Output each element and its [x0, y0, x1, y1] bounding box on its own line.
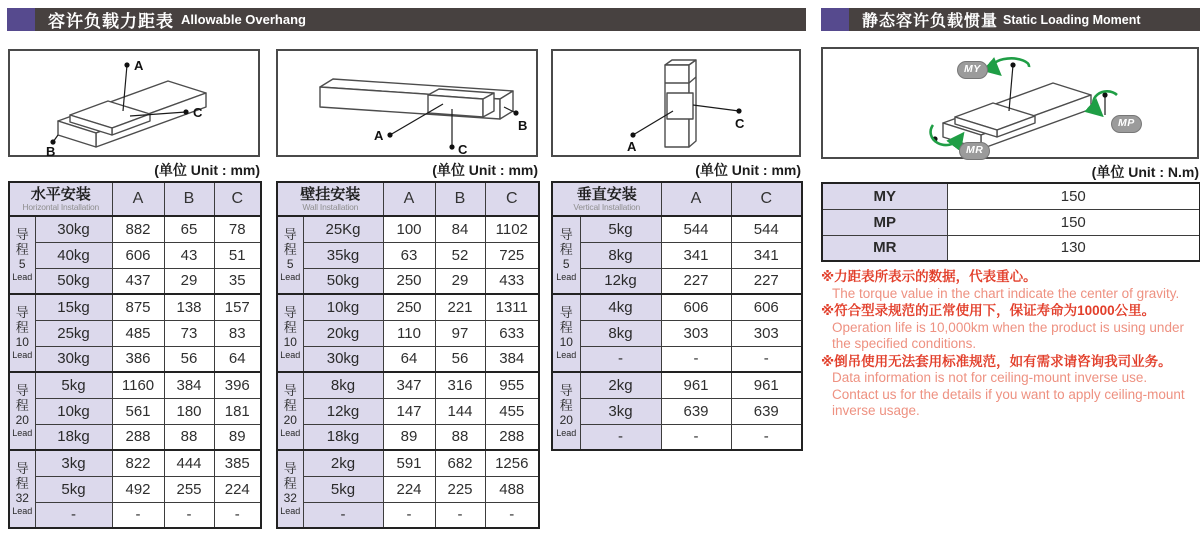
unit-label-mm: (单位 Unit : mm) [432, 162, 538, 178]
table-row [552, 372, 802, 398]
load-cell: 10kg [35, 398, 112, 424]
note-en: Data information is not for ceiling-mount inverse use. [832, 370, 1148, 386]
vertical-table-container [551, 181, 801, 451]
value-cell: 606 [731, 294, 802, 320]
table-row [9, 216, 261, 242]
note-item [821, 268, 1200, 302]
point-label-b: B [46, 144, 56, 159]
table-row [277, 346, 539, 372]
load-cell: 20kg [303, 320, 383, 346]
lead-group-label: 导 程 10 Lead [277, 294, 303, 372]
table-row [552, 320, 802, 346]
value-cell: 64 [214, 346, 261, 372]
value-cell: 63 [383, 242, 435, 268]
value-cell: - [164, 502, 214, 528]
load-cell: 18kg [303, 424, 383, 450]
point-label-c: C [193, 105, 203, 120]
load-cell: 30kg [35, 216, 112, 242]
lead-group-label: 导 程 32 Lead [9, 450, 35, 528]
section-title-en: Static Loading Moment [1003, 12, 1141, 27]
moment-badge-mr: MR [959, 142, 990, 160]
value-cell: 88 [435, 424, 485, 450]
table-row [277, 398, 539, 424]
value-cell: 224 [214, 476, 261, 502]
value-cell: 147 [383, 398, 435, 424]
lead-group-label: 导 程 20 Lead [552, 372, 580, 450]
value-cell: 1160 [112, 372, 164, 398]
value-cell: 130 [947, 235, 1200, 261]
header-row [9, 182, 261, 216]
value-cell: 157 [214, 294, 261, 320]
table-row [552, 242, 802, 268]
point-label-b: B [518, 118, 528, 133]
value-cell: 386 [112, 346, 164, 372]
value-cell: 150 [947, 209, 1200, 235]
load-cell: 2kg [580, 372, 661, 398]
value-cell: 544 [661, 216, 731, 242]
point-label-a: A [627, 139, 637, 154]
value-cell: 221 [435, 294, 485, 320]
load-cell: 3kg [580, 398, 661, 424]
value-cell: 492 [112, 476, 164, 502]
value-cell: 485 [112, 320, 164, 346]
value-cell: 384 [485, 346, 539, 372]
value-cell: 255 [164, 476, 214, 502]
table-row [277, 424, 539, 450]
load-cell: 4kg [580, 294, 661, 320]
value-cell: 822 [112, 450, 164, 476]
value-cell: 138 [164, 294, 214, 320]
load-cell: 3kg [35, 450, 112, 476]
value-cell: 444 [164, 450, 214, 476]
unit-label-mm: (单位 Unit : mm) [695, 162, 801, 178]
value-cell: 561 [112, 398, 164, 424]
table-row [277, 502, 539, 528]
value-cell: 639 [731, 398, 802, 424]
load-cell: 25kg [35, 320, 112, 346]
value-cell: 52 [435, 242, 485, 268]
value-cell: 43 [164, 242, 214, 268]
load-cell: 12kg [303, 398, 383, 424]
lead-group-label: 导 程 5 Lead [277, 216, 303, 294]
table-row [277, 242, 539, 268]
value-cell: 961 [661, 372, 731, 398]
value-cell: 488 [485, 476, 539, 502]
table-row [277, 372, 539, 398]
value-cell: 341 [661, 242, 731, 268]
lead-group-label: 导 程 20 Lead [9, 372, 35, 450]
rail-moment-drawing [823, 49, 1197, 157]
section-header-overhang [7, 8, 806, 31]
lead-group-label: 导 程 10 Lead [552, 294, 580, 372]
value-cell: 250 [383, 294, 435, 320]
table-title: 水平安装 Horizontal Installation [9, 182, 112, 216]
value-cell: 961 [731, 372, 802, 398]
table-row [822, 235, 1200, 261]
load-cell: - [303, 502, 383, 528]
lead-group-label: 导 程 5 Lead [9, 216, 35, 294]
table-row [9, 294, 261, 320]
value-cell: 65 [164, 216, 214, 242]
moment-label: MR [822, 235, 947, 261]
load-cell: 5kg [35, 476, 112, 502]
column-header: C [731, 182, 802, 216]
table-row [552, 216, 802, 242]
point-label-a: A [134, 58, 144, 73]
note-en: Operation life is 10,000km when the product is using under the specified conditions. [832, 319, 1184, 352]
load-cell: 5kg [35, 372, 112, 398]
load-cell: - [580, 424, 661, 450]
table-row [552, 346, 802, 372]
value-cell: 110 [383, 320, 435, 346]
value-cell: 225 [435, 476, 485, 502]
value-cell: - [661, 424, 731, 450]
column-header: A [383, 182, 435, 216]
wall-table [276, 181, 540, 529]
table-row [277, 216, 539, 242]
table-row [9, 424, 261, 450]
value-cell: 341 [731, 242, 802, 268]
value-cell: 303 [661, 320, 731, 346]
value-cell: 882 [112, 216, 164, 242]
note-zh: ※符合型录规范的正常使用下，保证寿命为10000公里。 [821, 303, 1156, 319]
value-cell: 56 [164, 346, 214, 372]
note-item [821, 302, 1200, 352]
value-cell: 180 [164, 398, 214, 424]
value-cell: 181 [214, 398, 261, 424]
load-cell: 30kg [303, 346, 383, 372]
load-cell: 8kg [303, 372, 383, 398]
value-cell: 100 [383, 216, 435, 242]
section-header-static-moment [821, 8, 1200, 31]
load-cell: 25Kg [303, 216, 383, 242]
vertical-table [551, 181, 803, 451]
value-cell: 97 [435, 320, 485, 346]
table-row [9, 320, 261, 346]
lead-group-label: 导 程 10 Lead [9, 294, 35, 372]
table-row [9, 398, 261, 424]
load-cell: 8kg [580, 320, 661, 346]
load-cell: - [580, 346, 661, 372]
load-cell: 12kg [580, 268, 661, 294]
horizontal-table [8, 181, 262, 529]
wall-installation-diagram [276, 49, 538, 157]
value-cell: 396 [214, 372, 261, 398]
table-title: 垂直安装 Vertical Installation [552, 182, 661, 216]
point-label-c: C [735, 116, 745, 131]
value-cell: 875 [112, 294, 164, 320]
table-row [9, 346, 261, 372]
value-cell: 682 [435, 450, 485, 476]
value-cell: 347 [383, 372, 435, 398]
value-cell: 150 [947, 183, 1200, 209]
horizontal-table-container [8, 181, 260, 529]
table-row [277, 450, 539, 476]
value-cell: 51 [214, 242, 261, 268]
horizontal-installation-diagram [8, 49, 260, 157]
header-row [552, 182, 802, 216]
table-row [277, 268, 539, 294]
rail-isometric-drawing [553, 51, 799, 155]
table-title: 壁挂安装 Wall Installation [277, 182, 383, 216]
value-cell: 1256 [485, 450, 539, 476]
table-row [9, 372, 261, 398]
value-cell: 56 [435, 346, 485, 372]
value-cell: 725 [485, 242, 539, 268]
value-cell: 224 [383, 476, 435, 502]
moment-badge-my: MY [957, 61, 988, 79]
value-cell: 591 [383, 450, 435, 476]
value-cell: 1102 [485, 216, 539, 242]
column-header: A [661, 182, 731, 216]
value-cell: 73 [164, 320, 214, 346]
value-cell: - [661, 346, 731, 372]
rail-isometric-drawing [278, 51, 536, 155]
note-zh: ※倒吊使用无法套用标准规范，如有需求请咨询我司业务。 [821, 353, 1172, 369]
header-accent-square [821, 8, 849, 31]
note-en: The torque value in the chart indicate the center of gravity. [832, 285, 1180, 301]
value-cell: 89 [383, 424, 435, 450]
load-cell: 8kg [580, 242, 661, 268]
table-row [9, 502, 261, 528]
static-moment-table-container [821, 182, 1199, 262]
value-cell: - [485, 502, 539, 528]
column-header: B [164, 182, 214, 216]
load-cell: 35kg [303, 242, 383, 268]
value-cell: 84 [435, 216, 485, 242]
note-item [821, 353, 1200, 420]
moment-label: MP [822, 209, 947, 235]
value-cell: 250 [383, 268, 435, 294]
lead-group-label: 导 程 32 Lead [277, 450, 303, 528]
load-cell: 50kg [303, 268, 383, 294]
notes-block [821, 268, 1200, 419]
value-cell: 433 [485, 268, 539, 294]
value-cell: 639 [661, 398, 731, 424]
section-title-zh: 容许负载力距表 [48, 12, 174, 31]
table-row [552, 398, 802, 424]
load-cell: 40kg [35, 242, 112, 268]
table-row [552, 294, 802, 320]
table-row [9, 476, 261, 502]
value-cell: 78 [214, 216, 261, 242]
table-row [277, 294, 539, 320]
value-cell: 144 [435, 398, 485, 424]
moment-label: MY [822, 183, 947, 209]
value-cell: - [731, 346, 802, 372]
load-cell: - [35, 502, 112, 528]
value-cell: 455 [485, 398, 539, 424]
load-cell: 10kg [303, 294, 383, 320]
table-row [277, 320, 539, 346]
point-label-a: A [374, 128, 384, 143]
column-header: A [112, 182, 164, 216]
static-moment-diagram [821, 47, 1199, 159]
value-cell: 83 [214, 320, 261, 346]
load-cell: 30kg [35, 346, 112, 372]
point-label-c: C [458, 142, 468, 157]
table-row [9, 242, 261, 268]
value-cell: 437 [112, 268, 164, 294]
value-cell: 288 [485, 424, 539, 450]
value-cell: 88 [164, 424, 214, 450]
table-row [552, 424, 802, 450]
table-row [9, 268, 261, 294]
value-cell: 606 [661, 294, 731, 320]
value-cell: 544 [731, 216, 802, 242]
lead-group-label: 导 程 5 Lead [552, 216, 580, 294]
value-cell: 35 [214, 268, 261, 294]
value-cell: 29 [435, 268, 485, 294]
value-cell: - [112, 502, 164, 528]
value-cell: 316 [435, 372, 485, 398]
value-cell: 89 [214, 424, 261, 450]
column-header: C [214, 182, 261, 216]
load-cell: 2kg [303, 450, 383, 476]
load-cell: 50kg [35, 268, 112, 294]
header-row [277, 182, 539, 216]
value-cell: - [383, 502, 435, 528]
value-cell: 385 [214, 450, 261, 476]
value-cell: 955 [485, 372, 539, 398]
value-cell: - [435, 502, 485, 528]
load-cell: 5kg [580, 216, 661, 242]
value-cell: 29 [164, 268, 214, 294]
table-row [822, 209, 1200, 235]
value-cell: 1311 [485, 294, 539, 320]
value-cell: 633 [485, 320, 539, 346]
static-moment-table [821, 182, 1200, 262]
load-cell: 5kg [303, 476, 383, 502]
header-accent-square [7, 8, 35, 31]
value-cell: 227 [661, 268, 731, 294]
value-cell: - [731, 424, 802, 450]
section-title-en: Allowable Overhang [181, 12, 306, 27]
value-cell: 606 [112, 242, 164, 268]
unit-label-nm: (单位 Unit : N.m) [1091, 164, 1199, 180]
table-row [277, 476, 539, 502]
value-cell: 303 [731, 320, 802, 346]
value-cell: - [214, 502, 261, 528]
note-zh: ※力距表所表示的数据，代表重心。 [821, 269, 1037, 284]
value-cell: 384 [164, 372, 214, 398]
value-cell: 64 [383, 346, 435, 372]
unit-label-mm: (单位 Unit : mm) [154, 162, 260, 178]
note-en: Contact us for the details if you want to apply ceiling-mount inverse usage. [832, 386, 1185, 418]
moment-badge-mp: MP [1111, 115, 1142, 133]
value-cell: 227 [731, 268, 802, 294]
load-cell: 18kg [35, 424, 112, 450]
section-title-zh: 静态容许负载惯量 [862, 13, 999, 30]
column-header: C [485, 182, 539, 216]
table-row [552, 268, 802, 294]
load-cell: 15kg [35, 294, 112, 320]
column-header: B [435, 182, 485, 216]
table-row [822, 183, 1200, 209]
lead-group-label: 导 程 20 Lead [277, 372, 303, 450]
vertical-installation-diagram [551, 49, 801, 157]
table-row [9, 450, 261, 476]
wall-table-container [276, 181, 538, 529]
value-cell: 288 [112, 424, 164, 450]
